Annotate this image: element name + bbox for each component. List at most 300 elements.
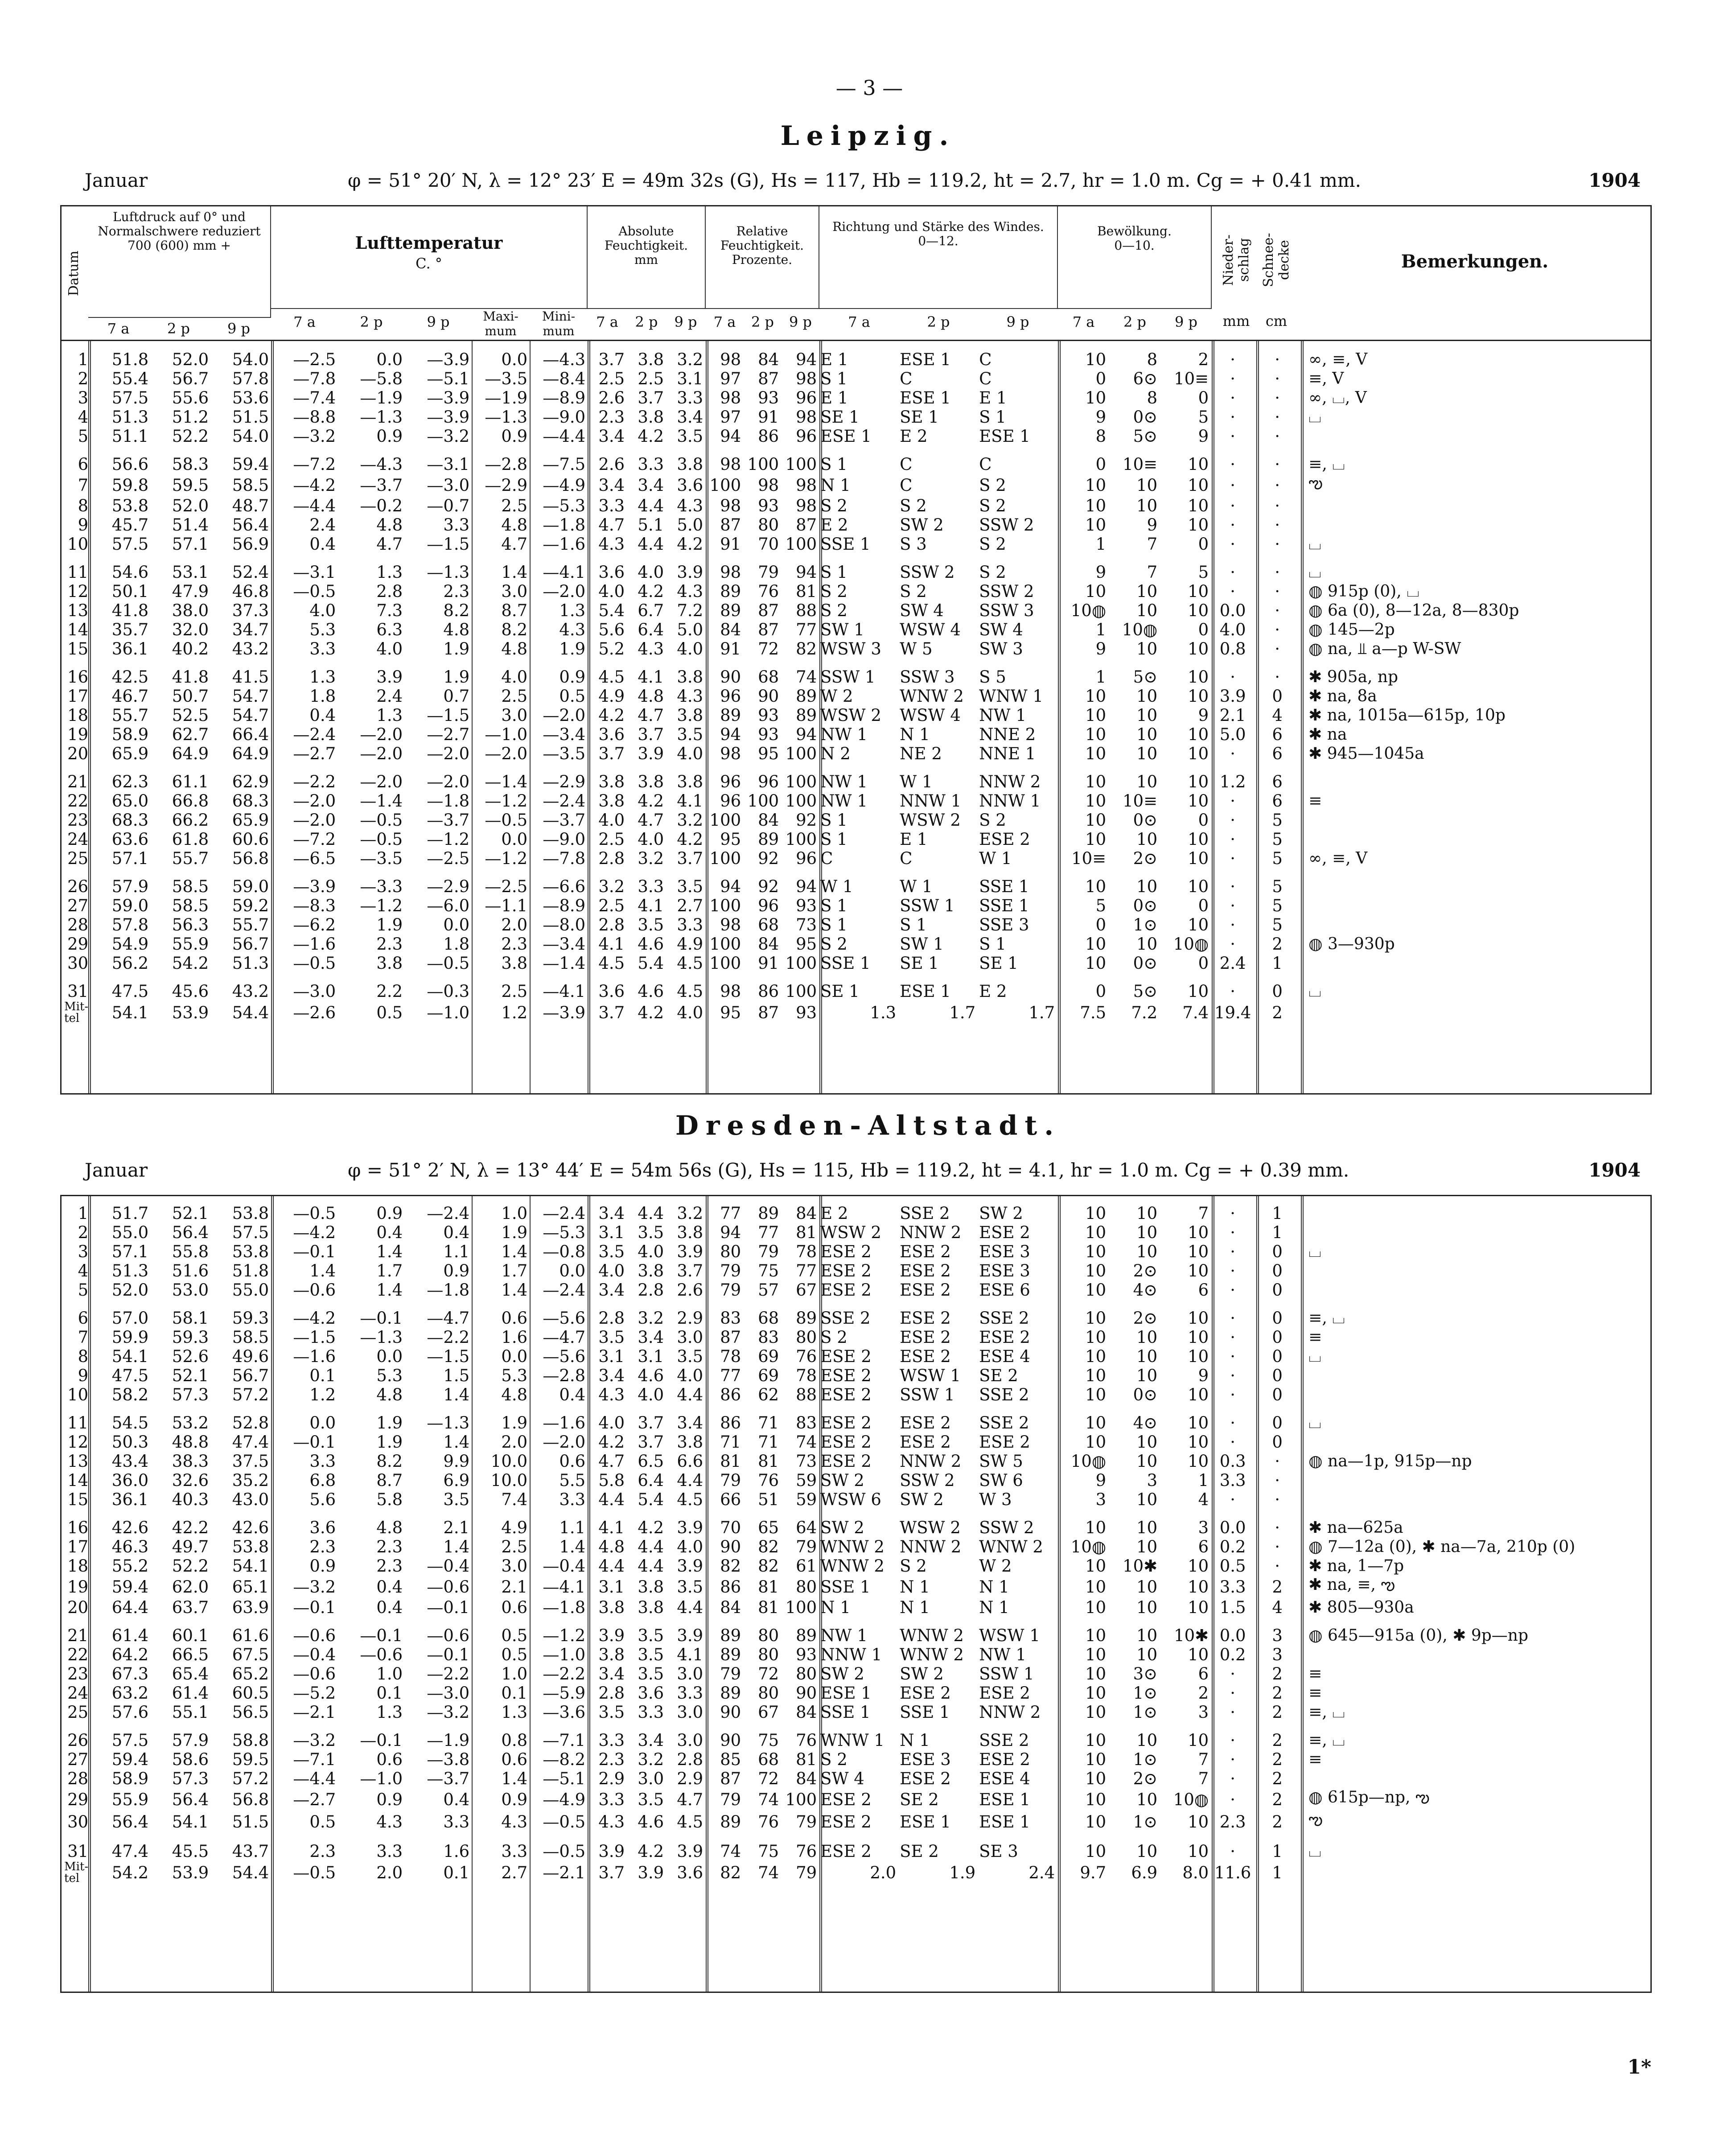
data-cell: 3.3: [559, 1490, 586, 1509]
data-cell: —4.3: [543, 350, 586, 369]
sub-wind-2p: 2 p: [927, 313, 950, 330]
data-cell: 10: [1136, 1842, 1158, 1861]
data-cell: W 1: [820, 877, 853, 896]
data-cell: 10≡: [1071, 849, 1107, 868]
remark-cell: ◍ na—1p, 915p—np: [1308, 1452, 1472, 1470]
data-cell: ·: [1275, 369, 1280, 388]
data-cell: 10: [1085, 515, 1107, 535]
data-cell: 4.3: [559, 620, 586, 639]
data-cell: 100: [785, 982, 817, 1001]
header-bemerkungen: Bemerkungen.: [1401, 251, 1549, 272]
data-cell: 3.0: [638, 1769, 664, 1788]
table-row: [62, 1471, 1638, 1490]
data-cell: 57.3: [172, 1385, 209, 1404]
data-cell: 52.5: [172, 706, 209, 725]
data-cell: ·: [1275, 601, 1280, 620]
remark-cell: [1300, 496, 1638, 515]
data-cell: 59.0: [232, 877, 269, 896]
data-cell: 3.8: [638, 1261, 664, 1280]
data-cell: —0.5: [485, 811, 528, 830]
data-cell: 47.4: [111, 1842, 149, 1861]
data-cell: NW 1: [820, 725, 868, 744]
data-cell: 81: [720, 1452, 741, 1471]
data-cell: 43.4: [111, 1452, 149, 1471]
data-cell: SW 2: [979, 1204, 1023, 1223]
dresden-table: [62, 1204, 1638, 1884]
data-cell: 10: [1136, 1577, 1158, 1597]
data-cell: 19: [67, 1577, 89, 1597]
data-cell: 28: [67, 915, 89, 934]
data-cell: —1.4: [543, 954, 586, 973]
header-bewoelkung-unit: 0—10.: [1114, 238, 1155, 253]
data-cell: ESE 2: [900, 1280, 951, 1300]
sub-abs-2p: 2 p: [635, 313, 658, 330]
data-cell: 38.0: [172, 601, 209, 620]
data-cell: 42.6: [111, 1518, 149, 1537]
data-cell: 46.8: [232, 582, 269, 601]
data-cell: 43.2: [232, 982, 269, 1001]
data-cell: WSW 3: [820, 639, 881, 659]
data-cell: 5: [1095, 896, 1107, 915]
mittel-cell: 79: [796, 1863, 817, 1882]
table-row: [62, 791, 1638, 811]
data-cell: 0.0: [1219, 601, 1246, 620]
data-cell: 10: [1085, 1664, 1107, 1683]
data-cell: —2.0: [543, 582, 586, 601]
data-cell: —7.8: [293, 369, 336, 388]
data-cell: 86: [720, 1577, 741, 1597]
data-cell: 10: [1188, 744, 1209, 763]
data-cell: 10: [1136, 772, 1158, 791]
data-cell: 47.9: [172, 582, 209, 601]
data-cell: 2.3: [501, 934, 528, 954]
data-cell: 3.3: [443, 515, 470, 535]
data-cell: —8.9: [543, 388, 586, 407]
sub-wind-7a: 7 a: [848, 313, 870, 330]
data-cell: 0⊙: [1133, 954, 1158, 973]
row-spacer: [62, 1404, 1638, 1413]
mittel-cell: 0.1: [443, 1863, 470, 1882]
data-cell: E 1: [979, 388, 1007, 407]
data-cell: 96: [758, 896, 779, 915]
data-cell: N 1: [900, 1598, 930, 1617]
table-row: [62, 1452, 1638, 1471]
data-cell: 55.0: [232, 1280, 269, 1300]
data-cell: 54.7: [232, 706, 269, 725]
data-cell: S 1: [900, 915, 927, 934]
data-cell: 56.4: [172, 1790, 209, 1809]
data-cell: —3.0: [427, 1683, 470, 1703]
data-cell: N 1: [900, 725, 930, 744]
data-cell: ·: [1230, 1750, 1236, 1769]
data-cell: 4.3: [598, 1385, 625, 1404]
data-cell: 92: [758, 849, 779, 868]
data-cell: 1⊙: [1133, 1750, 1158, 1769]
data-cell: 10: [67, 535, 89, 554]
data-cell: —4.7: [427, 1309, 470, 1328]
data-cell: ESE 3: [979, 1242, 1030, 1261]
data-cell: 1.4: [443, 1537, 470, 1556]
remark-cell: [1300, 1471, 1638, 1490]
data-cell: ESE 1: [900, 388, 951, 407]
data-cell: 23: [67, 1664, 89, 1683]
data-cell: —8.2: [543, 1750, 586, 1769]
data-cell: W 5: [900, 639, 933, 659]
data-cell: 55.7: [172, 849, 209, 868]
data-cell: 3.5: [677, 725, 703, 744]
data-cell: 1.9: [501, 1223, 528, 1242]
data-cell: 2.3: [376, 1537, 403, 1556]
data-cell: 9: [1095, 639, 1107, 659]
header-wind-unit: 0—12.: [918, 234, 959, 249]
data-cell: E 2: [820, 515, 848, 535]
data-cell: 3.2: [638, 1309, 664, 1328]
data-cell: 6⊙: [1133, 369, 1158, 388]
data-cell: 3.6: [677, 475, 703, 495]
sub-cloud-2p: 2 p: [1123, 313, 1146, 330]
data-cell: 89: [796, 687, 817, 706]
data-cell: —2.0: [427, 744, 470, 763]
data-cell: SSE 1: [820, 535, 871, 554]
data-cell: —3.4: [543, 934, 586, 954]
remark-cell: ✱ na, 1—7p: [1308, 1557, 1404, 1575]
remark-cell: ≡: [1308, 1750, 1322, 1769]
data-cell: 94: [796, 350, 817, 369]
data-cell: 10: [1085, 1309, 1107, 1328]
table-row: [62, 1309, 1638, 1328]
data-cell: 87: [796, 515, 817, 535]
data-cell: C: [900, 369, 913, 388]
data-cell: ·: [1230, 1790, 1236, 1809]
month-label: Januar: [85, 1159, 148, 1181]
data-cell: 1.7: [501, 1261, 528, 1280]
data-cell: 10: [1085, 1518, 1107, 1537]
data-cell: 87: [758, 620, 779, 639]
data-cell: 43.2: [232, 639, 269, 659]
data-cell: —3.2: [293, 1731, 336, 1750]
data-cell: NNW 1: [820, 1645, 882, 1664]
data-cell: 56.9: [232, 535, 269, 554]
data-cell: 1⊙: [1133, 1812, 1158, 1832]
data-cell: 48.7: [232, 496, 269, 515]
remark-cell: ◍ 915p (0), ⌴: [1308, 582, 1419, 601]
data-cell: 51.3: [111, 1261, 149, 1280]
data-cell: 80: [720, 1242, 741, 1261]
data-cell: 4.0: [638, 830, 664, 849]
data-cell: WSW 1: [900, 1366, 961, 1385]
table-row: [62, 877, 1638, 896]
data-cell: ·: [1230, 535, 1236, 554]
data-cell: 5.6: [309, 1490, 336, 1509]
row-spacer: [62, 659, 1638, 667]
data-cell: —1.0: [360, 1769, 403, 1788]
data-cell: 3.4: [638, 1731, 664, 1750]
data-cell: 3.0: [501, 706, 528, 725]
table-row: [62, 407, 1638, 427]
data-cell: 4.7: [598, 515, 625, 535]
table-row: [62, 1645, 1638, 1664]
data-cell: ·: [1275, 639, 1280, 659]
data-cell: 1: [1095, 667, 1107, 687]
data-cell: SSE 1: [979, 896, 1029, 915]
data-cell: 37.5: [232, 1452, 269, 1471]
data-cell: 3.0: [677, 1328, 703, 1347]
data-cell: 1.1: [559, 1518, 586, 1537]
data-cell: 67: [796, 1280, 817, 1300]
data-cell: 10: [1188, 982, 1209, 1001]
data-cell: —9.0: [543, 407, 586, 427]
data-cell: ·: [1275, 1556, 1280, 1576]
table-row: [62, 772, 1638, 791]
data-cell: 88: [796, 1385, 817, 1404]
data-cell: 10: [1188, 1242, 1209, 1261]
data-cell: 66: [720, 1490, 741, 1509]
mittel-cell: 95: [720, 1003, 741, 1022]
data-cell: 84: [796, 1769, 817, 1788]
data-cell: 84: [758, 811, 779, 830]
data-cell: ·: [1275, 427, 1280, 446]
data-cell: —2.1: [293, 1703, 336, 1722]
data-cell: 3: [78, 1242, 89, 1261]
data-cell: 90: [720, 1731, 741, 1750]
data-cell: C: [900, 475, 913, 495]
coordinates: φ = 51° 20′ N, λ = 12° 23′ E = 49m 32s (G), Hs = 117, Hb = 119.2, ht = 2.7, hr = 1.0 m. Cg = + 0.41 mm.: [348, 169, 1361, 191]
data-cell: —1.8: [543, 1598, 586, 1617]
data-cell: ·: [1230, 1664, 1236, 1683]
data-cell: 87: [720, 1769, 741, 1788]
data-cell: 57.0: [111, 1309, 149, 1328]
data-cell: 3.5: [638, 915, 664, 934]
data-cell: 16: [67, 667, 89, 687]
data-cell: SSW 2: [900, 1471, 955, 1490]
data-cell: 0.9: [376, 1790, 403, 1809]
data-cell: 3.3: [501, 1842, 528, 1861]
data-cell: 0.3: [1219, 1452, 1246, 1471]
data-cell: —0.8: [543, 1242, 586, 1261]
sub-luftdruck-7a: 7 a: [107, 320, 130, 337]
data-cell: 2: [78, 1223, 89, 1242]
data-cell: 0⊙: [1133, 811, 1158, 830]
data-cell: ESE 2: [900, 1261, 951, 1280]
remark-cell: ≡, V: [1308, 370, 1344, 388]
data-cell: 10: [1085, 1556, 1107, 1576]
table-row: [62, 1703, 1638, 1722]
data-cell: —0.6: [427, 1626, 470, 1645]
mittel-row: [62, 1861, 1638, 1884]
data-cell: 13: [67, 601, 89, 620]
remark-cell: [1300, 772, 1638, 791]
table-row: [62, 496, 1638, 515]
data-cell: 1.4: [376, 1242, 403, 1261]
data-cell: 2.5: [501, 1537, 528, 1556]
data-cell: 1.9: [443, 639, 470, 659]
data-cell: 10◍: [1173, 1790, 1209, 1809]
data-cell: WNW 2: [820, 1537, 884, 1556]
data-cell: 2.5: [598, 369, 625, 388]
data-cell: 7: [78, 475, 89, 495]
remark-cell: ⌴: [1308, 535, 1321, 553]
data-cell: 89: [720, 601, 741, 620]
data-cell: —9.0: [543, 830, 586, 849]
data-cell: 0: [1272, 687, 1283, 706]
data-cell: 4.8: [376, 515, 403, 535]
data-cell: 55.4: [111, 369, 149, 388]
data-cell: 74: [796, 1432, 817, 1452]
data-cell: 93: [758, 388, 779, 407]
data-cell: 55.9: [172, 934, 209, 954]
data-cell: —0.5: [543, 1812, 586, 1832]
data-cell: 10: [1085, 496, 1107, 515]
data-cell: 2.5: [598, 896, 625, 915]
data-cell: SE 2: [900, 1790, 939, 1809]
data-cell: 3.3: [598, 1731, 625, 1750]
remark-cell: ✱ na, ≡, ఌ: [1308, 1576, 1395, 1594]
data-cell: 5: [1272, 896, 1283, 915]
data-cell: 57.2: [232, 1385, 269, 1404]
data-cell: 0.6: [501, 1750, 528, 1769]
data-cell: 89: [758, 830, 779, 849]
data-cell: 0.6: [501, 1598, 528, 1617]
data-cell: 8: [78, 1347, 89, 1366]
data-cell: ·: [1230, 1385, 1236, 1404]
header-lufttemperatur: [271, 206, 588, 309]
data-cell: SW 2: [820, 1664, 864, 1683]
data-cell: 68: [758, 1309, 779, 1328]
data-cell: 2.1: [443, 1518, 470, 1537]
data-cell: 100: [785, 744, 817, 763]
data-cell: ·: [1230, 791, 1236, 811]
data-cell: 0: [1198, 620, 1209, 639]
data-cell: 3.4: [598, 475, 625, 495]
data-cell: S 2: [979, 496, 1006, 515]
data-cell: 92: [758, 877, 779, 896]
data-cell: 95: [758, 744, 779, 763]
data-cell: NNW 2: [900, 1223, 962, 1242]
data-cell: 56.8: [232, 1790, 269, 1809]
data-cell: 88: [796, 601, 817, 620]
data-cell: 100: [709, 475, 741, 495]
data-cell: 6: [1198, 1537, 1209, 1556]
remark-cell: [1300, 830, 1638, 849]
data-cell: 10≡: [1174, 369, 1209, 388]
data-cell: 3.7: [598, 350, 625, 369]
data-cell: 3.2: [677, 811, 703, 830]
data-cell: —0.5: [360, 811, 403, 830]
sub-temp-7a: 7 a: [293, 313, 316, 330]
data-cell: —0.1: [293, 1432, 336, 1452]
data-cell: 100: [785, 954, 817, 973]
mittel-cell: 19.4: [1214, 1003, 1251, 1022]
year-label: 1904: [1588, 1159, 1641, 1181]
data-cell: 80: [796, 1328, 817, 1347]
data-cell: 10: [1136, 1242, 1158, 1261]
data-cell: 4.3: [598, 535, 625, 554]
data-cell: 5.8: [598, 1471, 625, 1490]
data-cell: 50.7: [172, 687, 209, 706]
data-cell: 70: [758, 535, 779, 554]
leipzig-table: [62, 350, 1638, 1024]
data-cell: 10: [1136, 1223, 1158, 1242]
data-cell: —7.5: [543, 455, 586, 474]
data-cell: ESE 2: [979, 1223, 1030, 1242]
data-cell: 37.3: [232, 601, 269, 620]
data-cell: ·: [1230, 1432, 1236, 1452]
data-cell: 30: [67, 1812, 89, 1832]
data-cell: 10: [1085, 877, 1107, 896]
data-cell: 10: [1188, 496, 1209, 515]
data-cell: —1.5: [427, 706, 470, 725]
table-row: [62, 896, 1638, 915]
data-cell: —2.0: [543, 706, 586, 725]
data-cell: WNW 2: [820, 1556, 884, 1576]
data-cell: 3.8: [598, 1598, 625, 1617]
data-cell: 51.6: [172, 1261, 209, 1280]
data-cell: —5.8: [360, 369, 403, 388]
data-cell: 8: [1095, 427, 1107, 446]
station-title-dresden: Dresden-Altstadt.: [675, 1110, 1061, 1141]
mittel-cell: 93: [796, 1003, 817, 1022]
mittel-cell: 82: [720, 1863, 741, 1882]
data-cell: —3.6: [543, 1703, 586, 1722]
table-row: [62, 350, 1638, 369]
data-cell: 20: [67, 744, 89, 763]
data-cell: 84: [796, 1204, 817, 1223]
data-cell: —1.3: [485, 407, 528, 427]
data-cell: —3.7: [543, 811, 586, 830]
data-cell: 2.8: [598, 915, 625, 934]
data-cell: —3.9: [427, 407, 470, 427]
mittel-cell: 3.7: [598, 1863, 625, 1882]
data-cell: ESE 1: [900, 982, 951, 1001]
data-cell: 0.4: [443, 1790, 470, 1809]
data-cell: S 1: [820, 830, 847, 849]
data-cell: 7: [1198, 1750, 1209, 1769]
data-cell: ·: [1230, 830, 1236, 849]
data-cell: W 3: [979, 1490, 1012, 1509]
data-cell: —2.2: [543, 1664, 586, 1683]
remark-cell: ◍ 615p—np, ఌ: [1308, 1788, 1430, 1807]
data-cell: ·: [1230, 1842, 1236, 1861]
data-cell: 11: [67, 563, 89, 582]
data-cell: 59.4: [111, 1750, 149, 1769]
data-cell: ESE 2: [979, 1750, 1030, 1769]
data-cell: 10: [1136, 744, 1158, 763]
data-cell: 3.1: [677, 369, 703, 388]
data-cell: 5.0: [1219, 725, 1246, 744]
row-spacer-cell: [62, 1509, 1638, 1518]
data-cell: ·: [1275, 535, 1280, 554]
data-cell: 77: [758, 1223, 779, 1242]
data-cell: 10: [1188, 772, 1209, 791]
data-cell: 94: [720, 1223, 741, 1242]
data-cell: 96: [758, 772, 779, 791]
data-cell: 5.4: [638, 1490, 664, 1509]
data-cell: 62.7: [172, 725, 209, 744]
header-abs-feucht-unit: mm: [634, 252, 658, 268]
data-cell: 64.4: [111, 1598, 149, 1617]
data-cell: 1⊙: [1133, 1703, 1158, 1722]
data-cell: 2.5: [598, 830, 625, 849]
data-cell: SE 2: [900, 1842, 939, 1861]
data-cell: 4.0: [677, 639, 703, 659]
data-cell: 64.9: [232, 744, 269, 763]
data-cell: 3.1: [638, 1347, 664, 1366]
data-cell: SE 1: [900, 407, 939, 427]
data-cell: W 1: [900, 772, 933, 791]
data-cell: 1.5: [443, 1366, 470, 1385]
data-cell: 67.5: [232, 1645, 269, 1664]
data-cell: 10: [1085, 1750, 1107, 1769]
